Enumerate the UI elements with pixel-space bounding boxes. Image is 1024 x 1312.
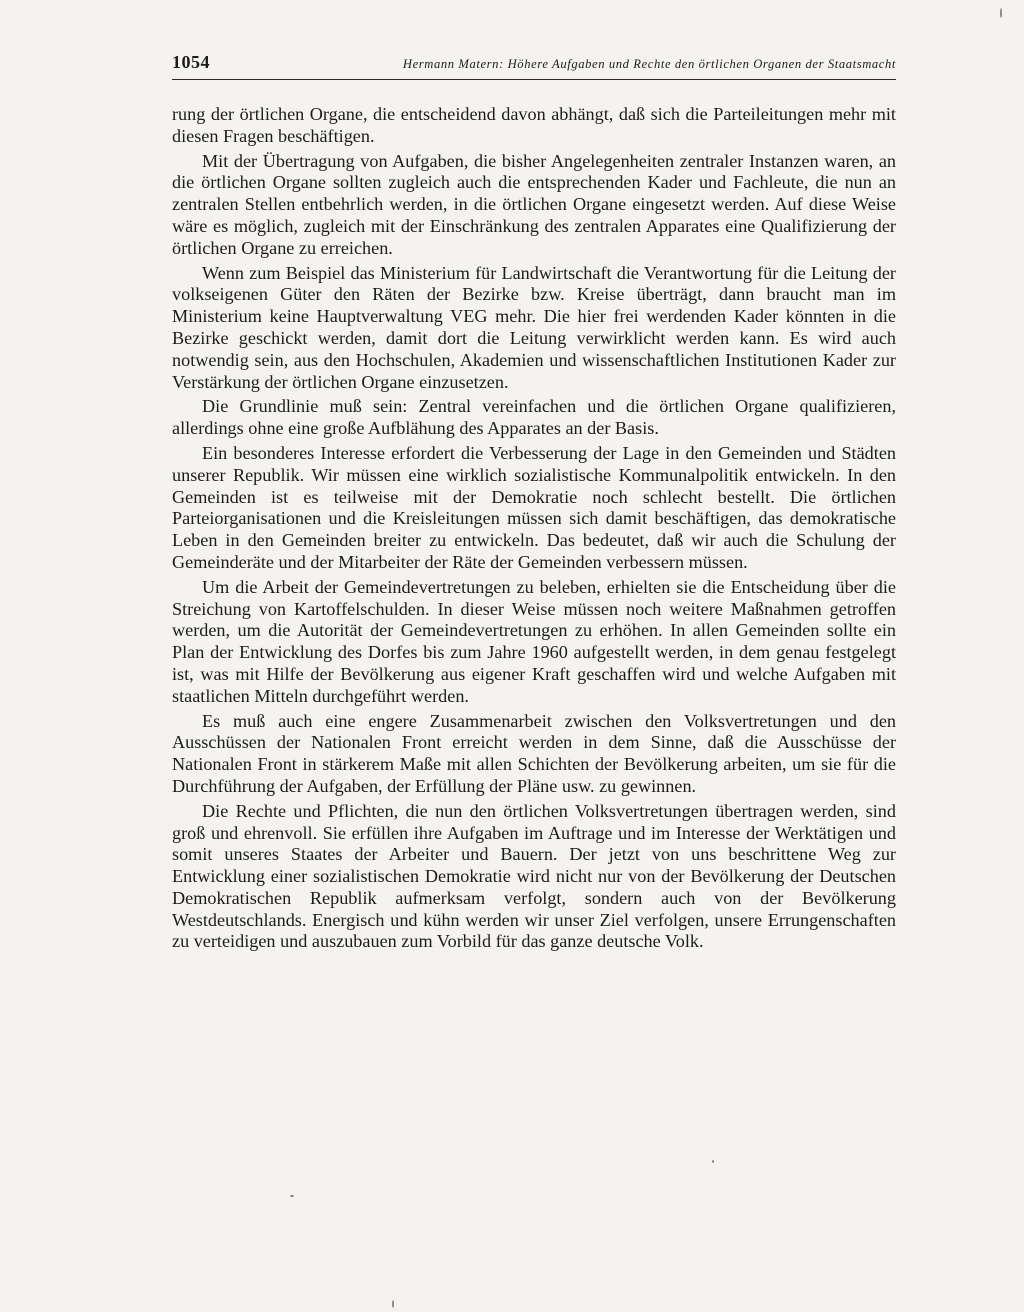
scan-speck: [392, 1300, 394, 1308]
scan-speck: [1000, 8, 1002, 18]
paragraph-3: Wenn zum Beispiel das Ministerium für Landwirtschaft die Verantwortung für die Leitung der volkseigenen Güter den Räten der Bezirke bzw. Kreise überträgt, dann braucht man im Ministerium keine Hauptverwaltung VEG mehr. Die hier frei werdenden Kader könnten in die Bezirke geschickt werden, damit dort die Leitung verwirklicht werden kann. Es wird auch notwendig sein, aus den Hochschulen, Akademien und wissenschaftlichen Institutionen Kader zur Verstärkung der örtlichen Organe einzusetzen.: [172, 262, 896, 392]
paragraph-4: Die Grundlinie muß sein: Zentral vereinfachen und die örtlichen Organe qualifizieren, allerdings ohne eine große Aufblähung des Apparates an der Basis.: [172, 396, 896, 439]
paragraph-5: Ein besonderes Interesse erfordert die Verbesserung der Lage in den Gemeinden und Städten unserer Republik. Wir müssen eine wirklich sozialistische Kommunalpolitik entwickeln. In den Gemeinden ist es teilweise mit der Demokratie noch schlecht bestellt. Die örtlichen Parteiorganisationen und die Kreisleitungen müssen sich damit beschäftigen, das demokratische Leben in den Gemeinden breiter zu entwickeln. Das bedeutet, daß wir auch die Schulung der Gemeinderäte und der Mitarbeiter der Räte der Gemeinden verbessern müssen.: [172, 442, 896, 572]
scan-speck: [290, 1195, 294, 1197]
paragraph-8: Die Rechte und Pflichten, die nun den örtlichen Volksvertretungen übertragen werden, sind groß und ehrenvoll. Sie erfüllen ihre Aufgaben im Auftrage und im Interesse der Werktätigen und somit unseres Staates der Arbeiter und Bauern. Der jetzt von uns beschrittene Weg zur Entwicklung einer sozialistischen Demokratie wird nicht nur von der Bevölkerung der Deutschen Demokratischen Republik aufmerksam verfolgt, sondern auch von der Bevölkerung Westdeutschlands. Energisch und kühn werden wir unser Ziel verfolgen, unsere Errungenschaften zu verteidigen und auszubauen zum Vorbild für das ganze deutsche Volk.: [172, 800, 896, 952]
paragraph-1: rung der örtlichen Organe, die entscheidend davon abhängt, daß sich die Parteileitungen mehr mit diesen Fragen beschäftigen.: [172, 104, 896, 146]
book-page: [172, 52, 896, 956]
paragraph-2: Mit der Übertragung von Aufgaben, die bisher Angelegenheiten zentraler Instanzen waren, an die örtlichen Organe sollten zugleich auch die entsprechenden Kader und Fachleute, die nun an zentralen Stellen entbehrlich werden, in die örtlichen Organe eingesetzt werden. Auf diese Weise wäre es möglich, zugleich mit der Einschränkung des zentralen Apparates eine Qualifizierung der örtlichen Organe zu erreichen.: [172, 150, 896, 258]
running-head: Hermann Matern: Höhere Aufgaben und Rechte den örtlichen Organen der Staatsmacht: [402, 57, 896, 71]
page-number: 1054: [172, 52, 210, 72]
paragraph-7: Es muß auch eine engere Zusammenarbeit zwischen den Volksvertretungen und den Ausschüssen der Nationalen Front erreicht werden in dem Sinne, daß die Ausschüsse der Nationalen Front in stärkerem Maße mit allen Schichten der Bevölkerung arbeiten, um sie für die Durchführung der Aufgaben, der Erfüllung der Pläne usw. zu gewinnen.: [172, 710, 896, 796]
paragraph-6: Um die Arbeit der Gemeindevertretungen zu beleben, erhielten sie die Entscheidung über die Streichung von Kartoffelschulden. In dieser Weise müssen noch weitere Maßnahmen getroffen werden, um die Autorität der Gemeindevertretungen zu erhöhen. In allen Gemeinden sollte ein Plan der Entwicklung des Dorfes bis zum Jahre 1960 aufgestellt werden, in dem genau festgelegt ist, was mit Hilfe der Bevölkerung aus eigener Kraft geschaffen wird und welche Aufgaben mit staatlichen Mitteln durchgeführt werden.: [172, 576, 896, 706]
page-header: [172, 52, 896, 80]
body-text: [172, 104, 896, 953]
scan-speck: [712, 1160, 714, 1163]
